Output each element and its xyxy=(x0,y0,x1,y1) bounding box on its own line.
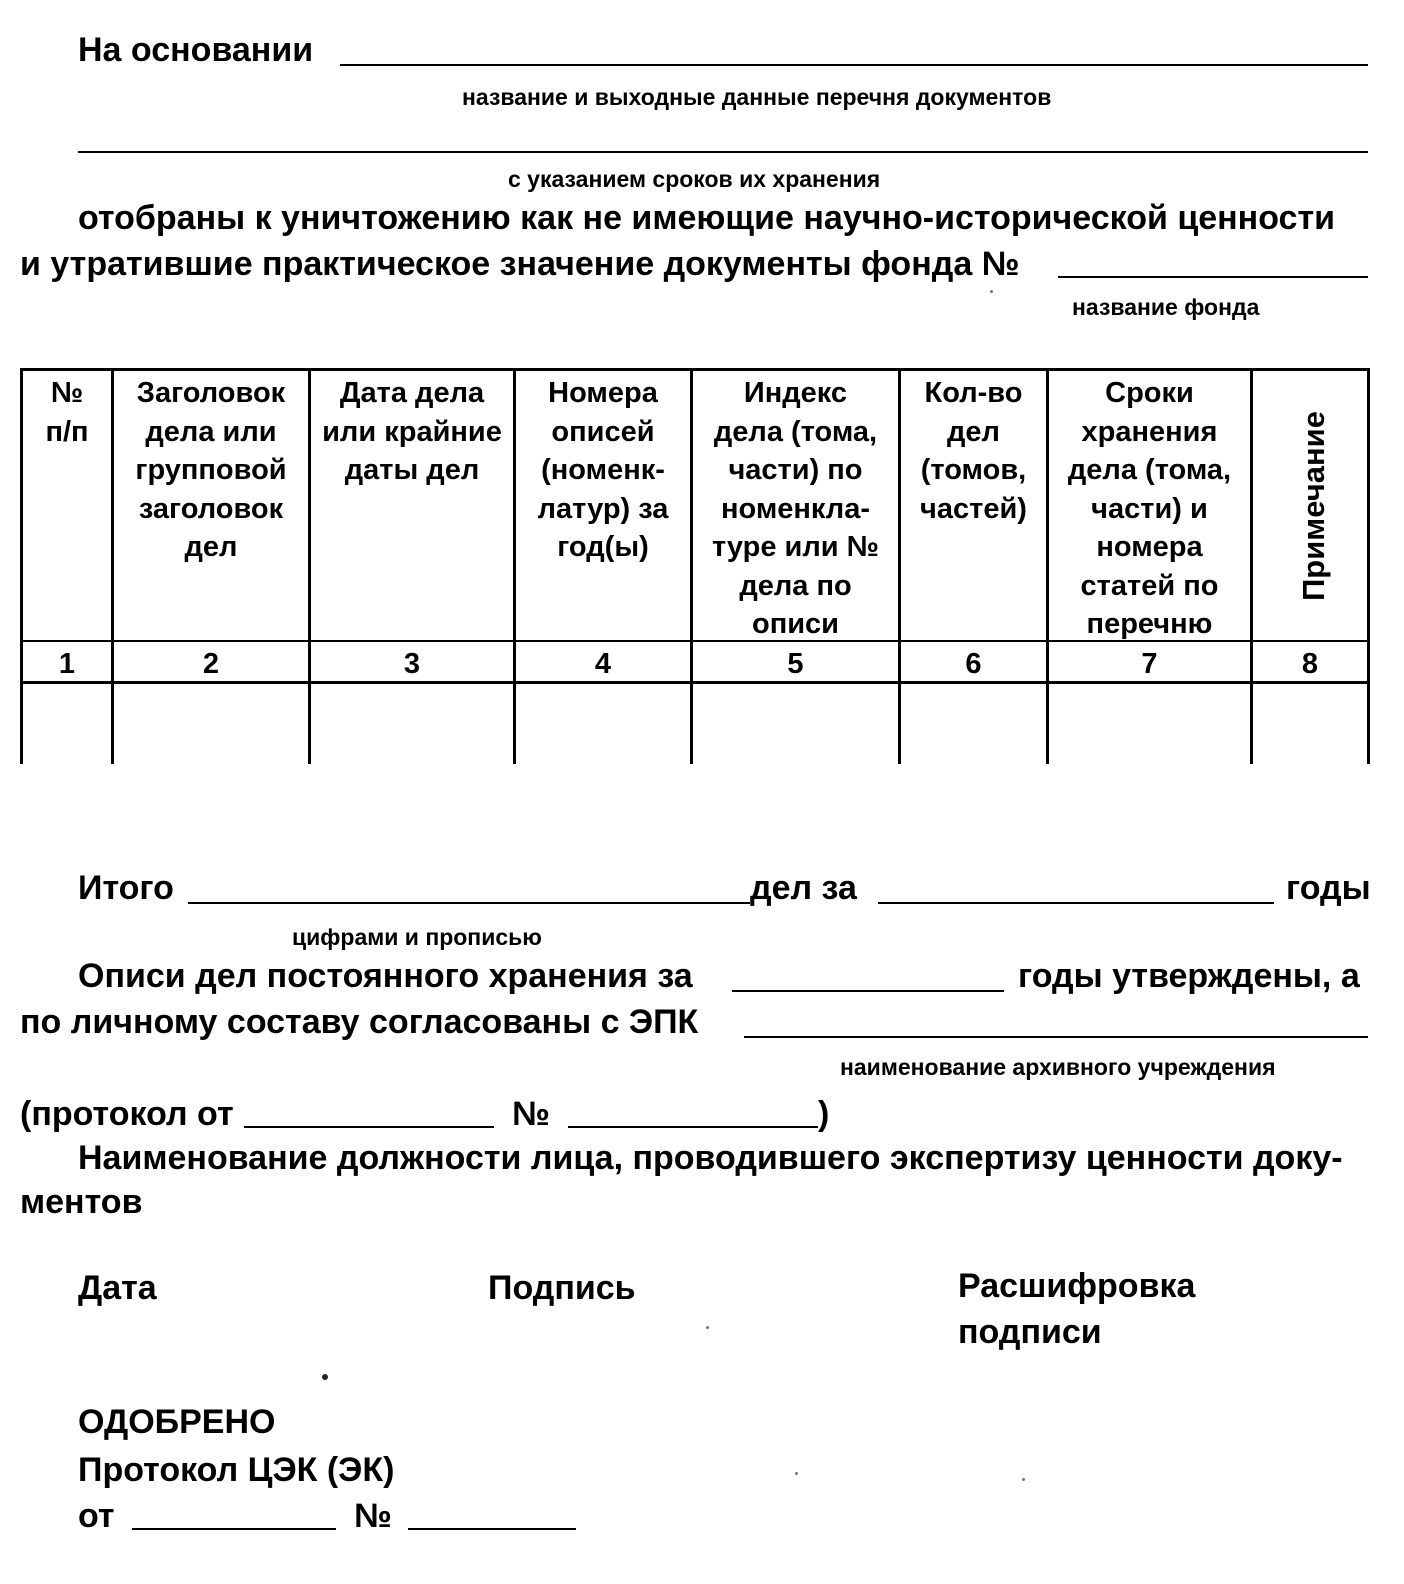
cases-for-label: дел за xyxy=(750,869,857,907)
header-cell-terms: Сроки хранения дела (тома, части) и номера статей по перечню xyxy=(1067,377,1232,640)
table-row[interactable] xyxy=(23,684,1367,764)
intro-paragraph-line2: и утратившие практическое значение документы фонда № xyxy=(20,245,1020,283)
approval-number-input-line[interactable] xyxy=(408,1528,576,1530)
inventory-line2: по личному составу согласованы с ЭПК xyxy=(20,1003,699,1041)
header-cell-count: Кол-во дел (томов, частей) xyxy=(920,377,1027,525)
approval-protocol-label: Протокол ЦЭК (ЭК) xyxy=(78,1451,395,1489)
header-cell-inventory: Номера описей (номенк- латур) за год(ы) xyxy=(537,377,669,563)
approved-label: ОДОБРЕНО xyxy=(78,1403,276,1441)
number-cell: 5 xyxy=(787,648,804,680)
signature-decode-line1: Расшифровка xyxy=(958,1267,1196,1305)
approval-number-label: № xyxy=(354,1497,392,1535)
protocol-close-label: ) xyxy=(818,1095,830,1133)
table-top-border xyxy=(20,368,1370,371)
approval-date-input-line[interactable] xyxy=(132,1528,336,1530)
protocol-number-input-line[interactable] xyxy=(568,1126,818,1128)
number-cell: 1 xyxy=(58,648,76,680)
date-label: Дата xyxy=(78,1269,157,1307)
position-line2: ментов xyxy=(20,1183,143,1221)
terms-input-line[interactable] xyxy=(78,151,1368,153)
header-cell-index: Индекс дела (тома, части) по номенкла- туре или № дела по описи xyxy=(711,377,880,640)
terms-caption: с указанием сроков их хранения xyxy=(508,166,881,192)
number-cell: 6 xyxy=(965,648,982,680)
inventory-line1-end: годы утверждены, а xyxy=(1018,957,1360,995)
protocol-date-input-line[interactable] xyxy=(244,1126,494,1128)
header-cell-note: Примечание xyxy=(1296,411,1331,601)
protocol-number-label: № xyxy=(512,1095,550,1133)
total-caption: цифрами и прописью xyxy=(292,924,542,950)
basis-input-line[interactable] xyxy=(340,64,1368,66)
intro-paragraph-line1: отобраны к уничтожению как не имеющие научно-исторической ценности xyxy=(78,199,1336,237)
position-line1: Наименование должности лица, проводившего экспертизу ценности доку- xyxy=(78,1139,1343,1177)
inventory-line1-start: Описи дел постоянного хранения за xyxy=(78,957,693,995)
number-cell: 3 xyxy=(403,648,421,680)
documents-table xyxy=(20,368,1370,764)
total-input-line[interactable] xyxy=(188,902,750,904)
scan-speck xyxy=(795,1472,798,1475)
fund-input-line[interactable] xyxy=(1058,276,1368,278)
years-input-line[interactable] xyxy=(878,902,1274,904)
total-label: Итого xyxy=(78,869,174,907)
signature-label: Подпись xyxy=(488,1269,636,1307)
number-cell: 4 xyxy=(594,648,612,680)
basis-caption: название и выходные данные перечня документов xyxy=(462,84,1052,110)
header-cell-title: Заголовок дела или групповой заголовок дел xyxy=(135,377,287,563)
header-cell-number: № п/п xyxy=(45,377,89,448)
scan-speck xyxy=(1022,1478,1025,1481)
approval-from-label: от xyxy=(78,1497,115,1535)
number-cell: 8 xyxy=(1301,648,1319,680)
scan-speck xyxy=(322,1374,328,1380)
number-cell: 2 xyxy=(202,648,220,680)
number-cell: 7 xyxy=(1141,648,1158,680)
years-label: годы xyxy=(1286,869,1371,907)
basis-label: На основании xyxy=(78,31,314,69)
header-cell-date: Дата дела или крайние даты дел xyxy=(322,377,502,486)
signature-decode-line2: подписи xyxy=(958,1313,1102,1351)
scan-speck xyxy=(990,290,993,293)
table-col-border xyxy=(1367,368,1370,764)
archive-caption: наименование архивного учреждения xyxy=(840,1054,1276,1080)
protocol-open-label: (протокол от xyxy=(20,1095,234,1133)
inventory-years-input-line[interactable] xyxy=(732,990,1004,992)
archive-input-line[interactable] xyxy=(744,1036,1368,1038)
fund-caption: название фонда xyxy=(1072,294,1260,320)
scan-speck xyxy=(706,1326,709,1329)
